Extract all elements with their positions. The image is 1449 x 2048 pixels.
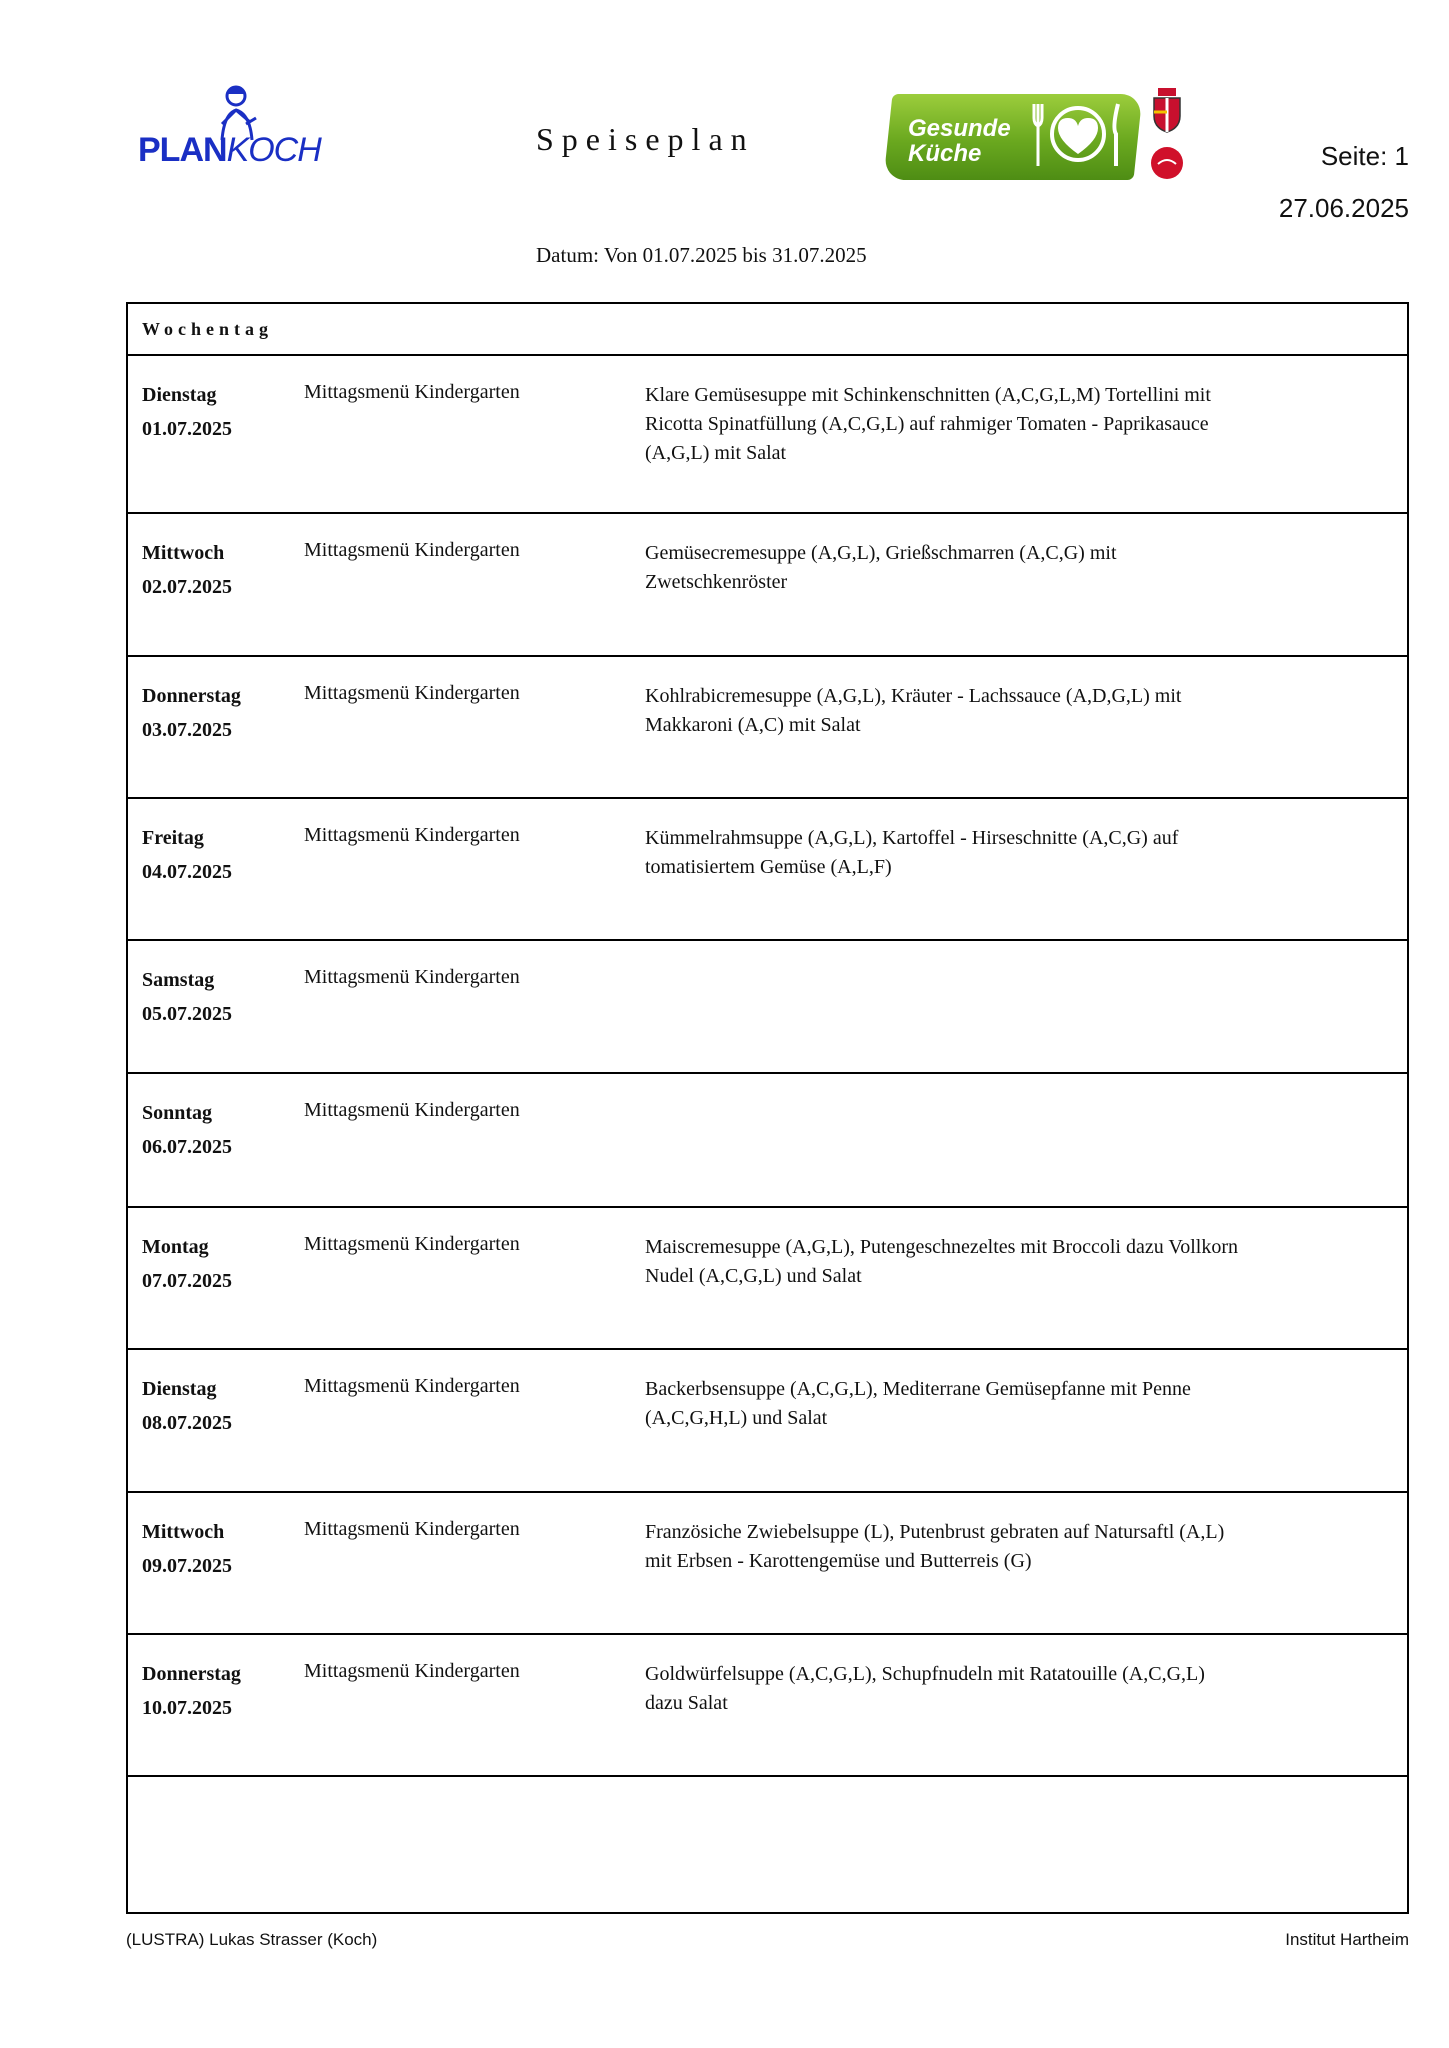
gesunde-kueche-wordmark: Gesunde Küche: [908, 115, 1011, 167]
menu-name-cell: Mittagsmenü Kindergarten: [304, 1518, 520, 1540]
table-row: [128, 799, 1407, 941]
day-cell: Mittwoch 09.07.2025: [142, 1521, 232, 1577]
menu-table: [126, 302, 1409, 1914]
table-row: [128, 514, 1407, 657]
coat-of-arms-icon: [1152, 88, 1182, 134]
table-row: [128, 1208, 1407, 1350]
table-row: [128, 1350, 1407, 1493]
day-cell: Donnerstag 10.07.2025: [142, 1663, 241, 1719]
dish-cell: Kümmelrahmsuppe (A,G,L), Kartoffel - Hirseschnitte (A,C,G) auf tomatisiertem Gemüse (A,L,F): [645, 827, 1179, 878]
dish-cell: Klare Gemüsesuppe mit Schinkenschnitten (A,C,G,L,M) Tortellini mit Ricotta Spinatfüllung (A,C,G,L) auf rahmiger Tomaten - Paprikasauce (A,G,L) mit Salat: [645, 384, 1211, 464]
day-cell: Sonntag 06.07.2025: [142, 1102, 232, 1158]
menu-name-cell: Mittagsmenü Kindergarten: [304, 1233, 520, 1255]
page-number: Seite: 1: [1320, 141, 1409, 171]
menu-name-cell: Mittagsmenü Kindergarten: [304, 824, 520, 846]
menu-name-cell: Mittagsmenü Kindergarten: [304, 381, 520, 403]
footer-author: (LUSTRA) Lukas Strasser (Koch): [126, 1930, 378, 1949]
table-header-weekday: Wochentag: [128, 304, 1407, 356]
ober-seal-icon: [1150, 146, 1184, 180]
table-row: [128, 1635, 1407, 1777]
day-cell: Mittwoch 02.07.2025: [142, 542, 232, 598]
menu-name-cell: Mittagsmenü Kindergarten: [304, 1099, 520, 1121]
table-row: [128, 941, 1407, 1074]
table-row: [128, 1074, 1407, 1208]
dish-cell: Maiscremesuppe (A,G,L), Putengeschnezeltes mit Broccoli dazu Vollkorn Nudel (A,C,G,L) und Salat: [645, 1236, 1238, 1287]
table-row: [128, 657, 1407, 799]
footer-institution: Institut Hartheim: [1285, 1930, 1409, 1949]
print-date: 27.06.2025: [1278, 193, 1409, 223]
day-cell: Donnerstag 03.07.2025: [142, 685, 241, 741]
day-cell: Freitag 04.07.2025: [142, 827, 232, 883]
day-cell: Montag 07.07.2025: [142, 1236, 232, 1292]
menu-name-cell: Mittagsmenü Kindergarten: [304, 1660, 520, 1682]
menu-name-cell: Mittagsmenü Kindergarten: [304, 1375, 520, 1397]
date-range: Datum: Von 01.07.2025 bis 31.07.2025: [536, 243, 867, 267]
day-cell: Dienstag 01.07.2025: [142, 384, 232, 440]
table-row: [128, 1493, 1407, 1635]
dish-cell: Backerbsensuppe (A,C,G,L), Mediterrane Gemüsepfanne mit Penne (A,C,G,H,L) und Salat: [645, 1378, 1191, 1429]
gesunde-kueche-logo: [888, 88, 1188, 184]
page-title: Speiseplan: [536, 121, 755, 157]
menu-name-cell: Mittagsmenü Kindergarten: [304, 682, 520, 704]
dish-cell: Gemüsecremesuppe (A,G,L), Grießschmarren (A,C,G) mit Zwetschkenröster: [645, 542, 1117, 593]
day-cell: Dienstag 08.07.2025: [142, 1378, 232, 1434]
table-row: [128, 356, 1407, 514]
plankoch-logo: [138, 84, 358, 174]
dish-cell: Französiche Zwiebelsuppe (L), Putenbrust gebraten auf Natursaftl (A,L) mit Erbsen - Karottengemüse und Butterreis (G): [645, 1521, 1225, 1572]
menu-name-cell: Mittagsmenü Kindergarten: [304, 966, 520, 988]
day-cell: Samstag 05.07.2025: [142, 969, 232, 1025]
menu-name-cell: Mittagsmenü Kindergarten: [304, 539, 520, 561]
plate-cutlery-icon: [1026, 98, 1130, 172]
dish-cell: Goldwürfelsuppe (A,C,G,L), Schupfnudeln mit Ratatouille (A,C,G,L) dazu Salat: [645, 1663, 1205, 1714]
dish-cell: Kohlrabicremesuppe (A,G,L), Kräuter - Lachssauce (A,D,G,L) mit Makkaroni (A,C) mit Salat: [645, 685, 1182, 736]
plankoch-wordmark: PLANKOCH: [138, 131, 321, 169]
